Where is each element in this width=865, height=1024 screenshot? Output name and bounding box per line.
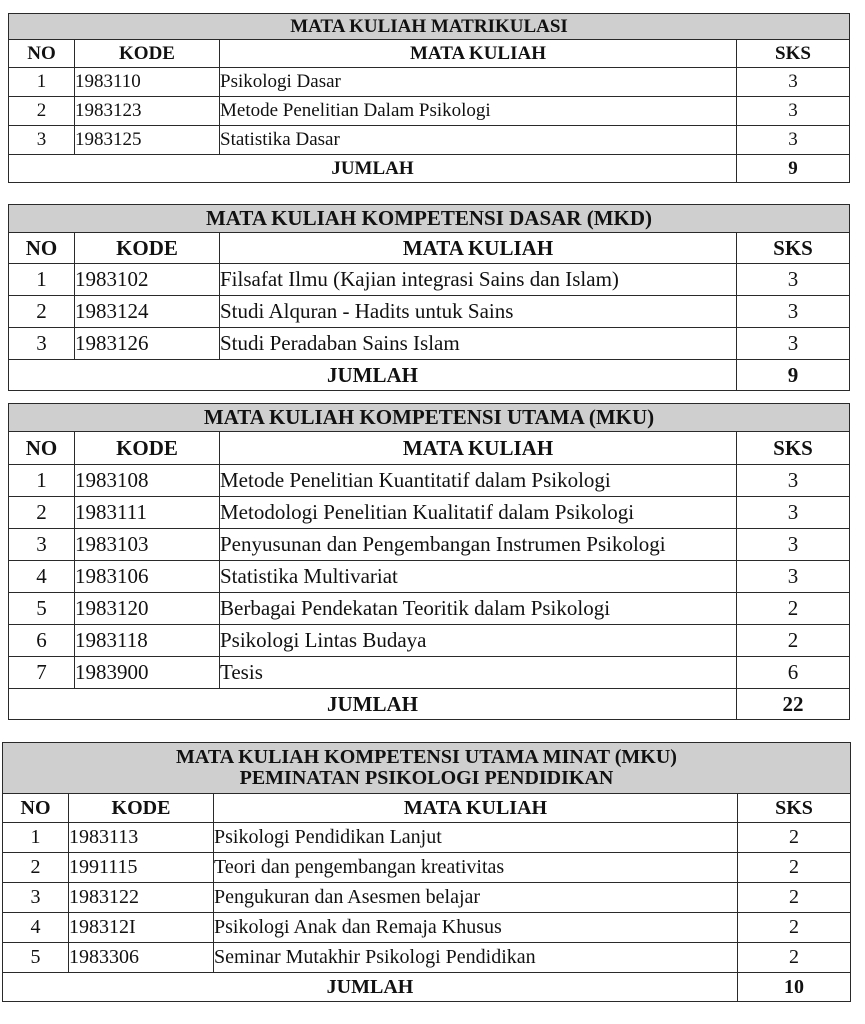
table-row: [9, 625, 850, 657]
total-row: [9, 689, 850, 720]
table-row: [9, 296, 850, 328]
col-header-mata-kuliah: MATA KULIAH: [220, 233, 737, 264]
row-sks: 2: [737, 593, 850, 625]
table-row: [3, 853, 851, 883]
row-sks: 2: [738, 943, 851, 973]
table-title: MATA KULIAH KOMPETENSI UTAMA (MKU): [9, 404, 850, 432]
row-mata-kuliah: Statistika Dasar: [220, 126, 737, 155]
table-matrikulasi: [8, 13, 850, 183]
row-kode: 1983110: [75, 68, 220, 97]
row-no: 6: [9, 625, 75, 657]
row-kode: 1983103: [75, 529, 220, 561]
table-row: [9, 497, 850, 529]
row-no: 1: [9, 264, 75, 296]
table-row: [3, 913, 851, 943]
row-no: 2: [9, 97, 75, 126]
total-row: [3, 973, 851, 1002]
table-title: [3, 743, 851, 794]
total-row: [9, 360, 850, 391]
row-mata-kuliah: Studi Peradaban Sains Islam: [220, 328, 737, 360]
table-row: [9, 529, 850, 561]
row-no: 5: [3, 943, 69, 973]
row-kode: 1983900: [75, 657, 220, 689]
total-sks: 22: [737, 689, 850, 720]
row-kode: 1983126: [75, 328, 220, 360]
col-header-sks: SKS: [737, 40, 850, 68]
row-sks: 2: [738, 853, 851, 883]
row-mata-kuliah: Filsafat Ilmu (Kajian integrasi Sains dan Islam): [220, 264, 737, 296]
table-kompetensi-utama: [8, 403, 850, 720]
row-no: 2: [3, 853, 69, 883]
row-mata-kuliah: Tesis: [220, 657, 737, 689]
row-no: 2: [9, 497, 75, 529]
row-kode: 1983108: [75, 465, 220, 497]
row-kode: 1983306: [69, 943, 214, 973]
col-header-sks: SKS: [737, 233, 850, 264]
row-no: 3: [3, 883, 69, 913]
row-sks: 3: [737, 497, 850, 529]
row-no: 3: [9, 328, 75, 360]
row-kode: 1983106: [75, 561, 220, 593]
col-header-no: NO: [3, 794, 69, 823]
table-row: [9, 561, 850, 593]
row-sks: 2: [738, 883, 851, 913]
row-kode: 1983113: [69, 823, 214, 853]
col-header-sks: SKS: [738, 794, 851, 823]
col-header-kode: KODE: [75, 432, 220, 465]
table-title-main: MATA KULIAH KOMPETENSI UTAMA MINAT (MKU): [176, 746, 677, 768]
row-sks: 6: [737, 657, 850, 689]
total-label: JUMLAH: [3, 973, 738, 1002]
total-label: JUMLAH: [9, 689, 737, 720]
row-no: 1: [3, 823, 69, 853]
total-sks: 9: [737, 155, 850, 183]
col-header-mata-kuliah: MATA KULIAH: [220, 432, 737, 465]
row-sks: 2: [737, 625, 850, 657]
row-sks: 2: [738, 823, 851, 853]
row-kode: 1983123: [75, 97, 220, 126]
table-row: [9, 68, 850, 97]
table-title: MATA KULIAH MATRIKULASI: [9, 14, 850, 40]
table-row: [3, 883, 851, 913]
row-kode: 1983102: [75, 264, 220, 296]
row-no: 3: [9, 126, 75, 155]
row-kode: 1991115: [69, 853, 214, 883]
row-sks: 3: [737, 561, 850, 593]
table-row: [9, 465, 850, 497]
col-header-mata-kuliah: MATA KULIAH: [214, 794, 738, 823]
row-mata-kuliah: Psikologi Lintas Budaya: [220, 625, 737, 657]
total-label: JUMLAH: [9, 155, 737, 183]
table-subtitle: PEMINATAN PSIKOLOGI PENDIDIKAN: [239, 767, 614, 789]
row-mata-kuliah: Berbagai Pendekatan Teoritik dalam Psikologi: [220, 593, 737, 625]
row-sks: 3: [737, 296, 850, 328]
row-sks: 3: [737, 529, 850, 561]
table-row: [3, 943, 851, 973]
table-kompetensi-dasar: [8, 204, 850, 391]
col-header-sks: SKS: [737, 432, 850, 465]
table-title: MATA KULIAH KOMPETENSI DASAR (MKD): [9, 205, 850, 233]
total-sks: 10: [738, 973, 851, 1002]
row-no: 7: [9, 657, 75, 689]
row-kode: 1983120: [75, 593, 220, 625]
row-sks: 3: [737, 126, 850, 155]
row-mata-kuliah: Pengukuran dan Asesmen belajar: [214, 883, 738, 913]
col-header-no: NO: [9, 432, 75, 465]
col-header-kode: KODE: [75, 40, 220, 68]
row-sks: 3: [737, 97, 850, 126]
row-mata-kuliah: Statistika Multivariat: [220, 561, 737, 593]
row-no: 1: [9, 465, 75, 497]
row-no: 5: [9, 593, 75, 625]
row-sks: 3: [737, 68, 850, 97]
row-no: 2: [9, 296, 75, 328]
row-no: 4: [9, 561, 75, 593]
table-row: [9, 97, 850, 126]
row-mata-kuliah: Seminar Mutakhir Psikologi Pendidikan: [214, 943, 738, 973]
col-header-no: NO: [9, 40, 75, 68]
table-row: [9, 593, 850, 625]
row-kode: 1983124: [75, 296, 220, 328]
table-row: [3, 823, 851, 853]
row-no: 3: [9, 529, 75, 561]
col-header-mata-kuliah: MATA KULIAH: [220, 40, 737, 68]
col-header-kode: KODE: [69, 794, 214, 823]
row-sks: 3: [737, 264, 850, 296]
total-row: [9, 155, 850, 183]
total-label: JUMLAH: [9, 360, 737, 391]
row-kode: 198312I: [69, 913, 214, 943]
row-no: 1: [9, 68, 75, 97]
row-mata-kuliah: Metode Penelitian Dalam Psikologi: [220, 97, 737, 126]
table-row: [9, 328, 850, 360]
row-mata-kuliah: Penyusunan dan Pengembangan Instrumen Psikologi: [220, 529, 737, 561]
row-kode: 1983122: [69, 883, 214, 913]
table-row: [9, 126, 850, 155]
row-mata-kuliah: Teori dan pengembangan kreativitas: [214, 853, 738, 883]
row-mata-kuliah: Studi Alquran - Hadits untuk Sains: [220, 296, 737, 328]
row-mata-kuliah: Psikologi Anak dan Remaja Khusus: [214, 913, 738, 943]
row-sks: 2: [738, 913, 851, 943]
col-header-no: NO: [9, 233, 75, 264]
row-no: 4: [3, 913, 69, 943]
row-mata-kuliah: Psikologi Dasar: [220, 68, 737, 97]
row-sks: 3: [737, 465, 850, 497]
table-kompetensi-utama-minat: [2, 742, 851, 1002]
total-sks: 9: [737, 360, 850, 391]
row-mata-kuliah: Metodologi Penelitian Kualitatif dalam Psikologi: [220, 497, 737, 529]
table-row: [9, 657, 850, 689]
row-sks: 3: [737, 328, 850, 360]
row-kode: 1983125: [75, 126, 220, 155]
row-mata-kuliah: Psikologi Pendidikan Lanjut: [214, 823, 738, 853]
row-mata-kuliah: Metode Penelitian Kuantitatif dalam Psikologi: [220, 465, 737, 497]
row-kode: 1983111: [75, 497, 220, 529]
row-kode: 1983118: [75, 625, 220, 657]
col-header-kode: KODE: [75, 233, 220, 264]
table-row: [9, 264, 850, 296]
